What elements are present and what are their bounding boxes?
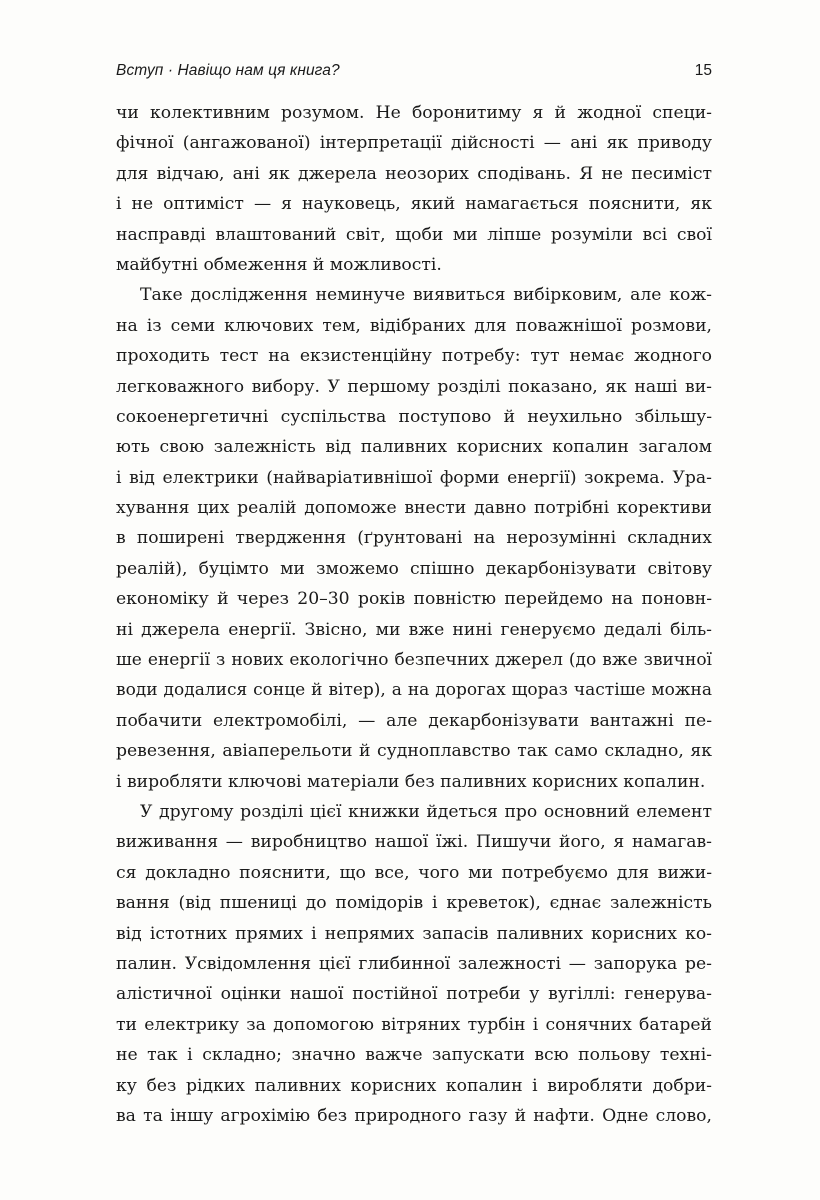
text-line: ше енергії з нових екологічно безпечних джерел (до вже звичної <box>116 650 712 671</box>
page-header <box>116 62 712 88</box>
text-line: води додалися сонце й вітер), а на дорогах щораз частіше можна <box>116 680 712 701</box>
running-head: Вступ · Навіщо нам ця книга? <box>116 62 340 79</box>
text-line: від істотних прямих і непрямих запасів паливних корисних ко- <box>116 923 712 944</box>
page-number: 15 <box>694 62 712 79</box>
text-line: реалій), буцімто ми зможемо спішно декарбонізувати світову <box>116 558 712 579</box>
text-line: ні джерела енергії. Звісно, ми вже нині генеруємо дедалі біль- <box>116 619 712 640</box>
text-line: майбутні обмеження й можливості. <box>116 254 442 275</box>
text-line: виживання — виробництво нашої їжі. Пишучи його, я намагав- <box>116 832 712 853</box>
text-line: і від електрики (найваріативнішої форми енергії) зокрема. Ура- <box>116 467 712 488</box>
text-line: ревезення, авіаперельоти й судноплавство так само складно, як <box>116 741 712 762</box>
text-line: не так і складно; значно важче запускати всю польову техні- <box>116 1045 712 1066</box>
text-line: побачити електромобілі, — але декарбонізувати вантажні пе- <box>116 710 712 731</box>
text-line: економіку й через 20–30 років повністю перейдемо на поновн- <box>116 589 712 610</box>
body-text <box>116 98 712 1131</box>
text-line: для відчаю, ані як джерела неозорих сподівань. Я не песиміст <box>116 163 712 184</box>
text-line: алістичної оцінки нашої постійної потреби у вугіллі: генерува- <box>116 984 712 1005</box>
text-line: на із семи ключових тем, відібраних для поважнішої розмови, <box>116 315 712 336</box>
paragraph <box>116 797 712 1131</box>
paragraph <box>116 280 712 797</box>
text-line: палин. Усвідомлення цієї глибинної залежності — запорука ре- <box>116 953 712 974</box>
text-line: ти електрику за допомогою вітряних турбін і сонячних батарей <box>116 1014 712 1035</box>
text-line: фічної (ангажованої) інтерпретації дійсності — ані як приводу <box>116 133 712 154</box>
text-line: ва та іншу агрохімію без природного газу й нафти. Одне слово, <box>116 1105 712 1126</box>
text-line: ся докладно пояснити, що все, чого ми потребуємо для вижи- <box>116 862 712 883</box>
text-line: проходить тест на екзистенційну потребу: тут немає жодного <box>116 346 712 367</box>
text-line: ють свою залежність від паливних корисних копалин загалом <box>116 437 712 458</box>
text-line: насправді влаштований світ, щоби ми ліпше розуміли всі свої <box>116 224 712 245</box>
text-line: в поширені твердження (ґрунтовані на нерозумінні складних <box>116 528 712 549</box>
text-line: легковажного вибору. У першому розділі показано, як наші ви- <box>116 376 712 397</box>
text-line: ку без рідких паливних корисних копалин і виробляти добри- <box>116 1075 712 1096</box>
text-line: і виробляти ключові матеріали без паливних корисних копалин. <box>116 771 706 792</box>
text-line: вання (від пшениці до помідорів і креветок), єднає залежність <box>116 893 712 914</box>
paragraph <box>116 98 712 280</box>
text-line: хування цих реалій допоможе внести давно потрібні корективи <box>116 498 712 519</box>
text-line: сокоенергетичні суспільства поступово й неухильно збільшу- <box>116 406 712 427</box>
text-line: чи колективним розумом. Не боронитиму я й жодної специ- <box>116 103 712 123</box>
text-line: Таке дослідження неминуче виявиться вибірковим, але кож- <box>140 285 712 306</box>
text-line: У другому розділі цієї книжки йдеться про основний елемент <box>140 801 712 822</box>
text-line: і не оптиміст — я науковець, який намагається пояснити, як <box>116 194 712 215</box>
